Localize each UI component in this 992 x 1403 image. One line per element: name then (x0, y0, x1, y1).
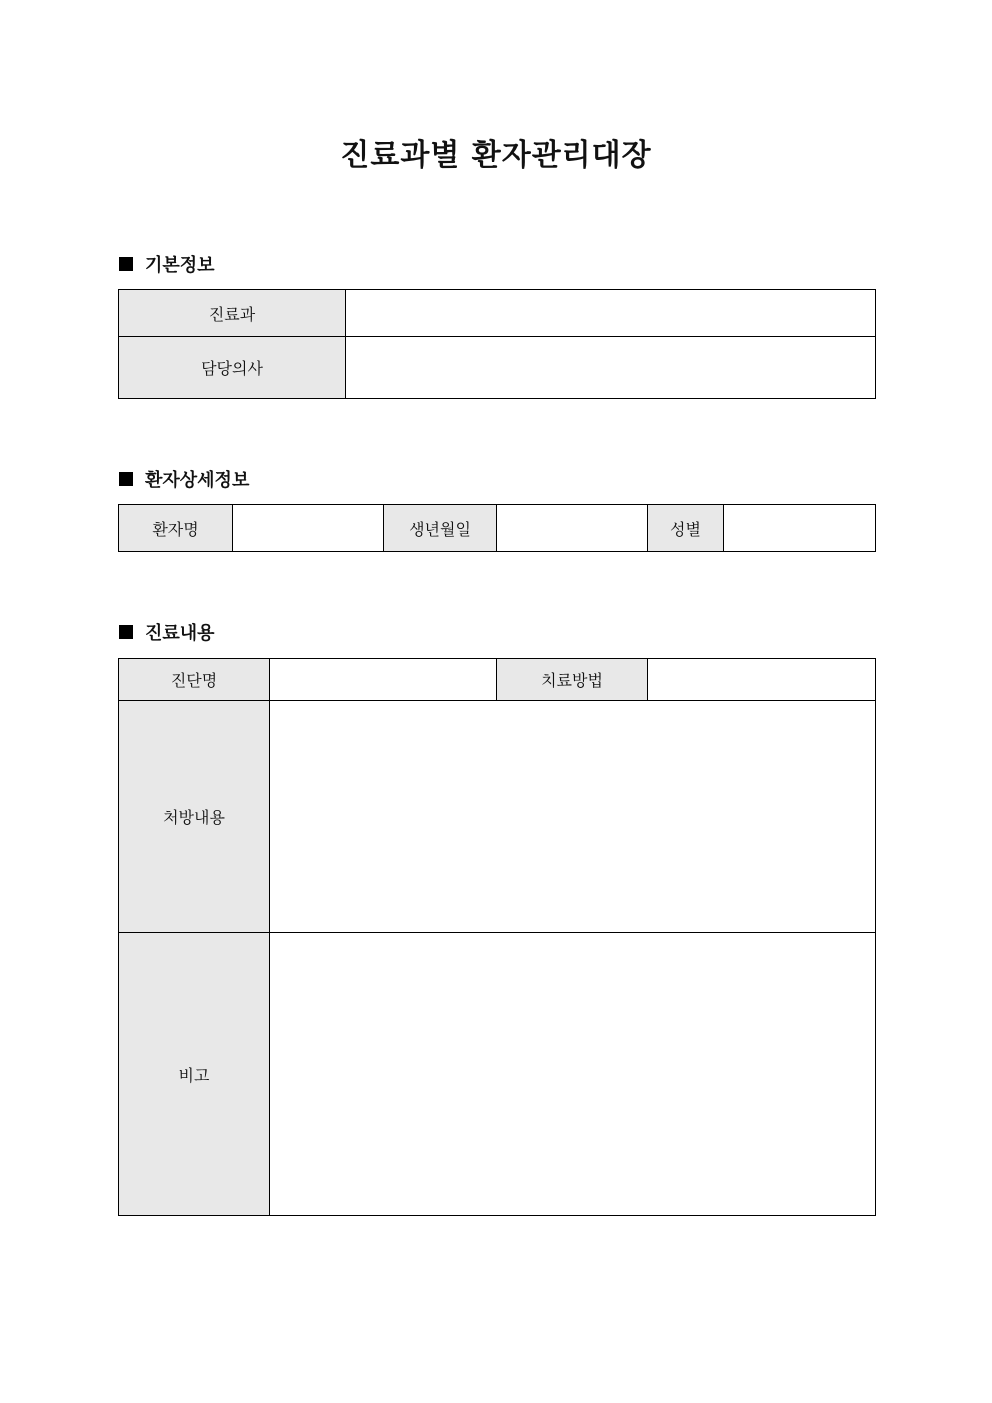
patient-name-field[interactable] (233, 505, 384, 552)
treatment-method-label: 치료방법 (497, 659, 648, 701)
doctor-field[interactable] (346, 337, 876, 399)
diagnosis-label: 진단명 (119, 659, 270, 701)
prescription-field[interactable] (270, 701, 876, 933)
prescription-label: 처방내용 (119, 701, 270, 933)
basic-info-table (118, 289, 876, 399)
section-heading-patient (119, 466, 249, 492)
patient-info-table (118, 504, 876, 552)
birthdate-label: 생년월일 (384, 505, 497, 552)
table-row (119, 933, 876, 1216)
square-bullet-icon (119, 257, 133, 271)
department-label: 진료과 (119, 290, 346, 337)
table-row (119, 701, 876, 933)
birthdate-field[interactable] (497, 505, 648, 552)
doctor-label: 담당의사 (119, 337, 346, 399)
square-bullet-icon (119, 472, 133, 486)
gender-field[interactable] (724, 505, 876, 552)
section-heading-patient-label: 환자상세정보 (145, 470, 250, 491)
gender-label: 성별 (648, 505, 724, 552)
diagnosis-field[interactable] (270, 659, 497, 701)
table-row (119, 505, 876, 552)
page-title: 진료과별 환자관리대장 (340, 138, 652, 173)
square-bullet-icon (119, 625, 133, 639)
section-heading-treatment (119, 619, 215, 645)
remarks-field[interactable] (270, 933, 876, 1216)
table-row (119, 659, 876, 701)
remarks-label: 비고 (119, 933, 270, 1216)
section-heading-treatment-label: 진료내용 (145, 623, 215, 644)
section-heading-basic (119, 251, 215, 277)
table-row (119, 290, 876, 337)
patient-name-label: 환자명 (119, 505, 233, 552)
treatment-table (118, 658, 876, 1216)
section-heading-basic-label: 기본정보 (145, 255, 215, 276)
department-field[interactable] (346, 290, 876, 337)
treatment-method-field[interactable] (648, 659, 876, 701)
table-row (119, 337, 876, 399)
